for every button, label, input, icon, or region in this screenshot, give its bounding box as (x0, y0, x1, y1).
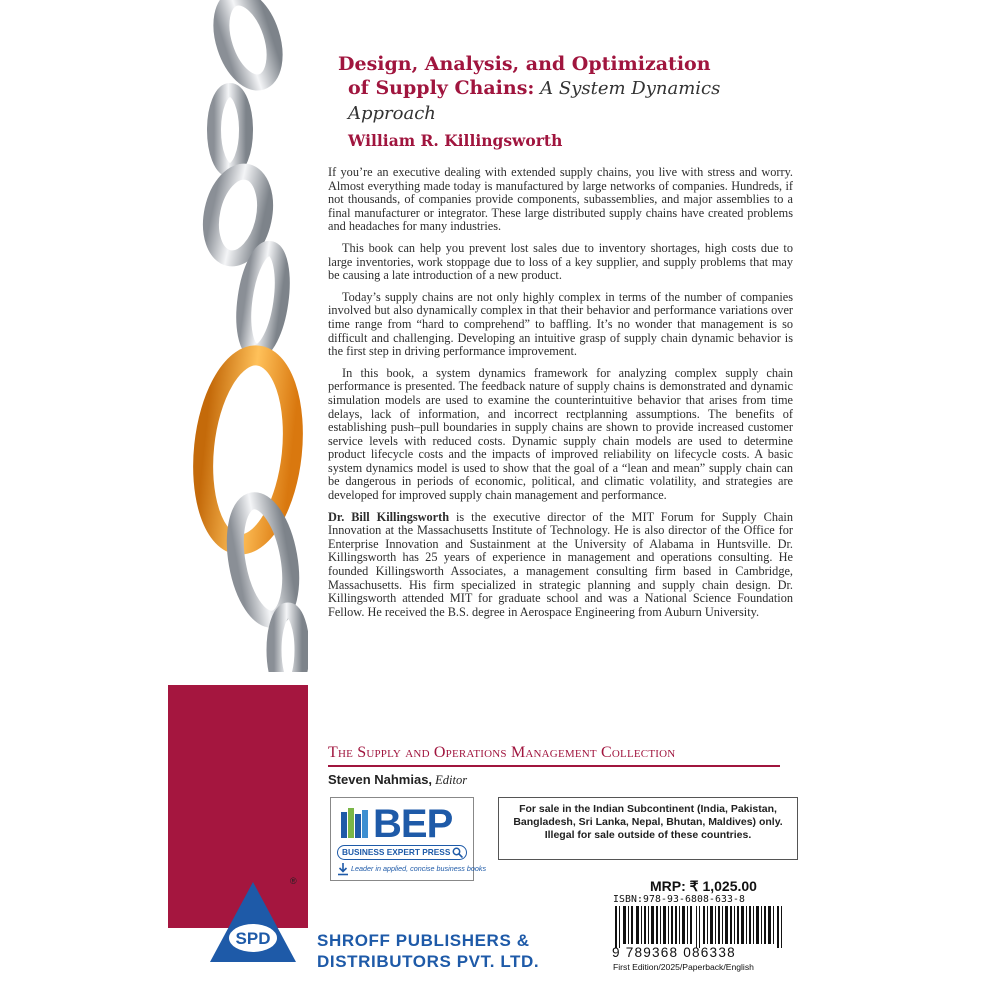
bep-press-name: BUSINESS EXPERT PRESS (342, 847, 451, 857)
collection-block (328, 743, 793, 788)
bep-logo (330, 797, 487, 881)
spd-logo (208, 880, 298, 964)
spd-logo-text: SPD (235, 929, 271, 948)
editor-role: Editor (432, 773, 468, 787)
bio-text: is the executive director of the MIT Forum for Supply Chain Innovation at the Massachusetts Institute of Technology. He is also director of the Office for Enterprise Innovation and Sustainment at the University of Alabama in Huntsville. Dr. Killingsworth has 25 years of experience in management and operations consulting. He founded Killingsworth Associates, a management consulting firm based in Cambridge, Massachusetts. His firm specialized in strategic planning and supply chain design. Dr. Killingsworth attended MIT for graduate school and was a National Science Foundation Fellow. He received the B.S. degree in Aerospace Engineering from Auburn University. (328, 509, 794, 619)
blurb-paragraph-4: In this book, a system dynamics framework for analyzing complex supply chain performance is presented. The feedback nature of supply chains is demonstrated and dynamic simulation models are used to examine the counterintuitive behavior that arises from time delays, lack of information, and incorrect rectplanning assumptions. The benefits of establishing push–pull boundaries in supply chains are shown to provide increased customer service levels with reduced costs. Dynamic supply chain models are used to determine product lifecycle costs and the impacts of improved reliability on lifecycle costs. A basic system dynamics model is used to show that the goal of a “lean and mean” supply chain can be dangerous in periods of economic, political, and climatic volatility, and strategies are developed for improved supply chain management and performance. (328, 365, 793, 503)
barcode-icon (613, 906, 785, 948)
download-icon (337, 862, 349, 876)
blurb-paragraph-3: Today’s supply chains are not only highly complex in terms of the number of companies involved but also dynamically complex in that their behavior and performance variations over time range from “hard to comprehend” to baffling. It’s no wonder that management is so difficult and challenging. Developing an intuitive grasp of supply chain dynamic behavior is the first step in driving performance improvement. (328, 289, 793, 359)
author-name: William R. Killingsworth (348, 131, 563, 150)
blurb-paragraph-1: If you’re an executive dealing with extended supply chains, you live with stress and worry. Almost everything made today is manufactured by large networks of companies. Hundreds, if not thousands, of companies provide components, subassemblies, and major assemblies to a final manufacturer or integrator. These large distributed supply chains have created problems and headaches for many industries. (328, 165, 793, 234)
book-title-line1: Design, Analysis, and Optimization (338, 53, 711, 75)
bep-letters: BEP (373, 802, 453, 846)
blurb-paragraph-2: This book can help you prevent lost sales due to inventory shortages, high costs due to large inventories, work stoppage due to loss of a key supplier, and supply problems that may be causing a late introduction of a new product. (328, 240, 793, 283)
sale-notice: For sale in the Indian Subcontinent (India, Pakistan, Bangladesh, Sri Lanka, Nepal, Bhutan, Maldives) only. Illegal for sale outside of these countries. (498, 797, 798, 860)
chain-link (212, 0, 285, 89)
collection-editor (328, 772, 793, 788)
publisher-name-line2: DISTRIBUTORS PVT. LTD. (317, 952, 540, 971)
barcode-digits: 9 789368 086338 (612, 945, 736, 960)
book-title-part: of Supply Chains: (348, 77, 535, 99)
bep-tagline: Leader in applied, concise business books (351, 864, 487, 873)
isbn-number: ISBN:978-93-6808-633-8 (613, 894, 745, 905)
book-subtitle: A System Dynamics Approach (348, 78, 721, 124)
chain-link (214, 90, 246, 170)
book-back-cover (168, 0, 823, 1000)
mrp-price: MRP: ₹ 1,025.00 (650, 878, 757, 894)
collection-divider (328, 765, 780, 767)
bep-press-badge (337, 845, 467, 860)
publisher-name (317, 930, 539, 972)
edition-info: First Edition/2025/Paperback/English (613, 962, 754, 972)
chain-illustration (168, 0, 308, 672)
book-title-line2 (328, 76, 793, 126)
bio-author-name: Dr. Bill Killingsworth (328, 509, 450, 524)
blurb (328, 166, 793, 619)
registered-mark: ® (290, 876, 297, 886)
magnifier-icon (452, 847, 463, 858)
author-bio (328, 511, 793, 620)
text-column (328, 52, 793, 627)
collection-title: The Supply and Operations Management Collection (328, 744, 676, 761)
editor-name: Steven Nahmias, (328, 772, 433, 787)
publisher-name-line1: SHROFF PUBLISHERS & (317, 931, 530, 950)
books-icon (341, 808, 371, 838)
